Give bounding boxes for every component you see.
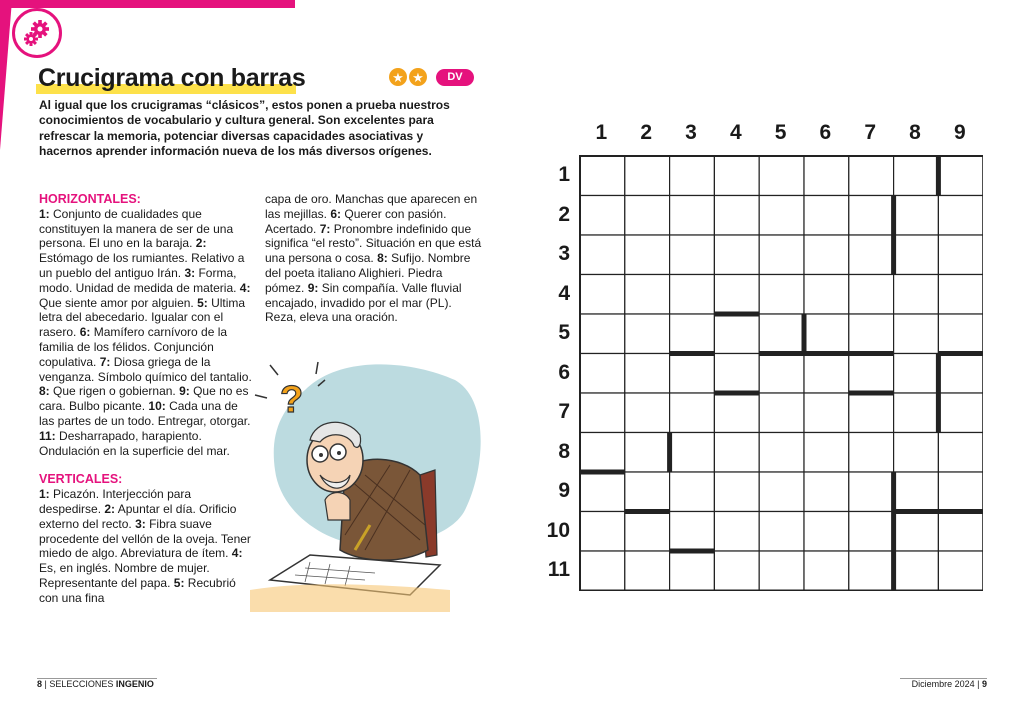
grid-cell[interactable] — [894, 156, 939, 196]
grid-cell[interactable] — [938, 235, 983, 275]
horizontal-clue-text: Desharrapado, harapiento. Ondulación en la superficie del mar. — [39, 428, 230, 458]
grid-cell[interactable] — [580, 196, 625, 236]
gears-badge — [12, 8, 62, 58]
grid-cell[interactable] — [670, 551, 715, 591]
vertical-clue-number: 1: — [39, 487, 50, 502]
gears-icon — [21, 17, 53, 49]
svg-text:?: ? — [280, 379, 304, 421]
grid-cell[interactable] — [804, 354, 849, 394]
grid-cell[interactable] — [894, 433, 939, 473]
grid-cell[interactable] — [580, 314, 625, 354]
grid-cell[interactable] — [759, 433, 804, 473]
grid-cell[interactable] — [894, 275, 939, 315]
vertical-clues-part1 — [39, 487, 254, 605]
vertical-clue-number: 3: — [135, 516, 146, 531]
horizontal-clue-text: Que no es cara. Bulbo picante. — [39, 384, 249, 414]
vertical-clue-text: Sufijo. Nombre del poeta italiano Alighieri. Piedra pómez. — [265, 251, 471, 295]
row-number: 4 — [558, 281, 570, 305]
grid-cell[interactable] — [714, 551, 759, 591]
grid-cell[interactable] — [938, 354, 983, 394]
vertical-clue-text: Fibra suave procedente del vellón de la oveja. Tener miedo de algo. Abreviatura de ítem. — [39, 516, 251, 561]
horizontal-clue-text: Mamífero carnívoro de la familia de los félidos. Conjunción copulativa. — [39, 325, 228, 369]
grid-cell[interactable] — [804, 472, 849, 512]
grid-cell[interactable] — [849, 393, 894, 433]
grid-cell[interactable] — [670, 156, 715, 196]
clues-column-2 — [265, 192, 485, 325]
grid-cell[interactable] — [938, 156, 983, 196]
grid-cell[interactable] — [670, 196, 715, 236]
grid-cell[interactable] — [894, 235, 939, 275]
grid-cell[interactable] — [714, 393, 759, 433]
thinking-man-illustration — [250, 350, 490, 620]
grid-cell[interactable] — [670, 235, 715, 275]
grid-cell[interactable] — [894, 196, 939, 236]
grid-cell[interactable] — [804, 196, 849, 236]
grid-cell[interactable] — [714, 196, 759, 236]
vertical-clue-number: 9: — [307, 280, 319, 295]
star-icon: ★ — [409, 68, 427, 86]
grid-cell[interactable] — [894, 393, 939, 433]
footer-right: Diciembre 2024 | 9 — [911, 679, 987, 689]
horizontal-clue-text: Que siente amor por alguien. — [39, 295, 198, 310]
grid-cell[interactable] — [714, 156, 759, 196]
column-number: 4 — [729, 121, 742, 144]
grid-cell[interactable] — [849, 275, 894, 315]
horizontal-clue-text: Forma, modo. Unidad de medida de materia. — [39, 265, 240, 295]
crossword-grid[interactable] — [579, 155, 983, 591]
column-number: 3 — [685, 121, 697, 144]
grid-cell[interactable] — [849, 512, 894, 552]
row-number: 11 — [547, 558, 570, 581]
grid-cell[interactable] — [759, 472, 804, 512]
vertical-clue-number: 5: — [173, 575, 185, 590]
issue-date: Diciembre 2024 — [911, 679, 975, 689]
grid-cell[interactable] — [670, 472, 715, 512]
page-title: Crucigrama con barras — [38, 64, 306, 92]
star-icon: ★ — [389, 68, 407, 86]
horizontal-clue-number: 10: — [148, 399, 166, 414]
grid-cell[interactable] — [625, 512, 670, 552]
grid-cell[interactable] — [625, 275, 670, 315]
grid-cell[interactable] — [625, 196, 670, 236]
vertical-clue-text: Picazón. Interjección para despedirse. — [39, 487, 192, 516]
grid-cell[interactable] — [580, 235, 625, 275]
row-number: 9 — [558, 479, 570, 502]
vertical-clue-number: 2: — [104, 501, 116, 516]
grid-cell[interactable] — [714, 433, 759, 473]
column-number: 7 — [864, 121, 877, 144]
grid-cell[interactable] — [625, 393, 670, 433]
grid-cell[interactable] — [849, 354, 894, 394]
horizontal-clue-number: 5: — [197, 295, 208, 310]
grid-cell[interactable] — [894, 512, 939, 552]
horizontal-clue-number: 11: — [39, 428, 56, 443]
column-number: 6 — [819, 121, 832, 144]
grid-cell[interactable] — [580, 512, 625, 552]
grid-cell[interactable] — [759, 156, 804, 196]
grid-cell[interactable] — [714, 512, 759, 552]
grid-cell[interactable] — [938, 314, 983, 354]
row-number: 3 — [558, 242, 570, 265]
grid-cell[interactable] — [625, 314, 670, 354]
vertical-clues-part2 — [265, 192, 485, 325]
grid-cell[interactable] — [894, 314, 939, 354]
grid-cell[interactable] — [580, 393, 625, 433]
vertical-clue-number: 6: — [330, 206, 342, 221]
grid-cell[interactable] — [759, 275, 804, 315]
grid-cell[interactable] — [580, 156, 625, 196]
grid-cell[interactable] — [938, 196, 983, 236]
horizontal-clue-number: 6: — [79, 325, 91, 340]
row-number: 2 — [558, 202, 570, 226]
vertical-clue-text: Recubrió con una fina — [39, 575, 236, 605]
horizontal-clue-number: 2: — [195, 236, 207, 251]
grid-cell[interactable] — [580, 433, 625, 473]
grid-cell[interactable] — [849, 551, 894, 591]
vertical-clue-text: Apuntar el día. Orificio externo del recto. — [39, 501, 237, 531]
grid-cell[interactable] — [938, 551, 983, 591]
grid-cell[interactable] — [938, 433, 983, 473]
grid-cell[interactable] — [625, 472, 670, 512]
intro-text: Al igual que los crucigramas “clásicos”, estos ponen a prueba nuestros conocimientos de vocabulario y cultura general. Son excelentes para refrescar la memoria, potenciar diversas capacidades asociativas y hacernos aprender información nueva de los más diversos orígenes. — [39, 98, 450, 158]
grid-cell[interactable] — [625, 433, 670, 473]
grid-cell[interactable] — [759, 314, 804, 354]
clue-continuation: capa de oro. Manchas que aparecen en las mejillas. — [265, 192, 478, 221]
vertical-clue-text: Es, en inglés. Nombre de mujer. Representante del papa. — [39, 561, 210, 590]
difficulty-badge: DV — [436, 69, 474, 86]
grid-cell[interactable] — [625, 156, 670, 196]
grid-cell[interactable] — [804, 393, 849, 433]
grid-cell[interactable] — [849, 196, 894, 236]
brand-name-bold: INGENIO — [115, 679, 154, 689]
vertical-clue-text: Sin compañía. Valle fluvial encajado, invadido por el mar (PL). Reza, eleva una oración. — [265, 280, 462, 325]
grid-cell[interactable] — [938, 472, 983, 512]
horizontal-clue-text: Cada una de las partes de un todo. Entregar, otorgar. — [39, 399, 251, 428]
grid-cell[interactable] — [759, 551, 804, 591]
grid-cell[interactable] — [625, 551, 670, 591]
grid-cell[interactable] — [670, 275, 715, 315]
vertical-heading: VERTICALES: — [39, 472, 123, 487]
grid-cell[interactable] — [849, 433, 894, 473]
horizontal-clue-text: Conjunto de cualidades que constituyen la manera de ser de una persona. El uno en la baraja. — [39, 206, 234, 251]
grid-cell[interactable] — [714, 235, 759, 275]
grid-cell[interactable] — [580, 354, 625, 394]
page-number-left: 8 — [37, 679, 43, 689]
title-block — [38, 64, 305, 93]
page-number-right: 9 — [981, 679, 987, 689]
horizontal-clue-text: Ultima letra del abecedario. Igualar con el rasero. — [39, 295, 246, 340]
grid-cell[interactable] — [670, 393, 715, 433]
grid-cell[interactable] — [759, 354, 804, 394]
horizontal-clue-text: Que rigen o gobiernan. — [49, 384, 180, 399]
column-number: 2 — [640, 121, 653, 144]
grid-cell[interactable] — [804, 512, 849, 552]
horizontal-clue-number: 9: — [179, 384, 190, 399]
grid-cell[interactable] — [804, 551, 849, 591]
grid-cell[interactable] — [804, 433, 849, 473]
difficulty-stars — [389, 68, 427, 86]
grid-cell[interactable] — [938, 393, 983, 433]
horizontal-clue-number: 7: — [99, 354, 111, 369]
grid-cell[interactable] — [580, 551, 625, 591]
horizontal-clue-number: 1: — [39, 206, 50, 221]
grid-cell[interactable] — [714, 275, 759, 315]
grid-cell[interactable] — [625, 354, 670, 394]
column-number: 1 — [595, 121, 608, 144]
horizontal-clue-number: 3: — [184, 265, 196, 280]
row-number: 6 — [558, 360, 570, 384]
footer-left: 8 | SELECCIONES INGENIO — [37, 679, 154, 689]
horizontal-clue-text: Diosa griega de la venganza. Símbolo químico del tantalio. — [39, 354, 252, 384]
grid-cell[interactable] — [625, 235, 670, 275]
grid-cell[interactable] — [849, 472, 894, 512]
grid-cell[interactable] — [849, 314, 894, 354]
grid-cell[interactable] — [580, 275, 625, 315]
grid-cell[interactable] — [894, 551, 939, 591]
grid-cell[interactable] — [759, 196, 804, 236]
grid-cell[interactable] — [894, 472, 939, 512]
grid-cell[interactable] — [804, 156, 849, 196]
column-number: 9 — [953, 121, 966, 144]
clues-column-1 — [39, 192, 254, 606]
row-number: 1 — [558, 163, 570, 186]
grid-cell[interactable] — [759, 393, 804, 433]
grid-cell[interactable] — [714, 472, 759, 512]
grid-cell[interactable] — [670, 354, 715, 394]
column-number: 5 — [774, 121, 787, 144]
grid-cell[interactable] — [849, 156, 894, 196]
left-accent-stripe — [0, 0, 12, 150]
horizontal-clue-number: 4: — [239, 280, 251, 295]
grid-cell[interactable] — [804, 314, 849, 354]
vertical-clue-number: 4: — [231, 546, 243, 561]
top-accent-bar — [0, 0, 295, 8]
column-number: 8 — [909, 121, 921, 144]
grid-cell[interactable] — [759, 512, 804, 552]
row-number: 8 — [558, 439, 570, 463]
horizontal-clue-text: Estómago de los rumiantes. Relativo a un pueblo del antiguo Irán. — [39, 251, 245, 280]
grid-cell[interactable] — [804, 275, 849, 315]
row-number: 7 — [558, 400, 570, 423]
grid-cell[interactable] — [894, 354, 939, 394]
vertical-clue-text: Querer con pasión. Acertado. — [265, 206, 447, 236]
grid-cell[interactable] — [714, 314, 759, 354]
brand-name: SELECCIONES — [49, 679, 116, 689]
grid-cell[interactable] — [670, 433, 715, 473]
row-number: 5 — [558, 321, 570, 344]
vertical-clue-text: Pronombre indefinido que significa “el resto”. Situación en que está una persona o cosa. — [265, 221, 482, 266]
grid-cell[interactable] — [938, 512, 983, 552]
grid-cell[interactable] — [849, 235, 894, 275]
grid-cell[interactable] — [714, 354, 759, 394]
grid-cell[interactable] — [759, 235, 804, 275]
vertical-clue-number: 8: — [377, 251, 388, 266]
horizontal-heading: HORIZONTALES: — [39, 192, 141, 206]
grid-cell[interactable] — [804, 235, 849, 275]
grid-cell[interactable] — [580, 472, 625, 512]
vertical-clue-number: 7: — [319, 221, 331, 236]
grid-cell[interactable] — [670, 512, 715, 552]
horizontal-clues — [39, 207, 254, 459]
horizontal-clue-number: 8: — [39, 384, 50, 399]
row-number: 10 — [546, 518, 570, 542]
grid-cell[interactable] — [670, 314, 715, 354]
grid-cell[interactable] — [938, 275, 983, 315]
